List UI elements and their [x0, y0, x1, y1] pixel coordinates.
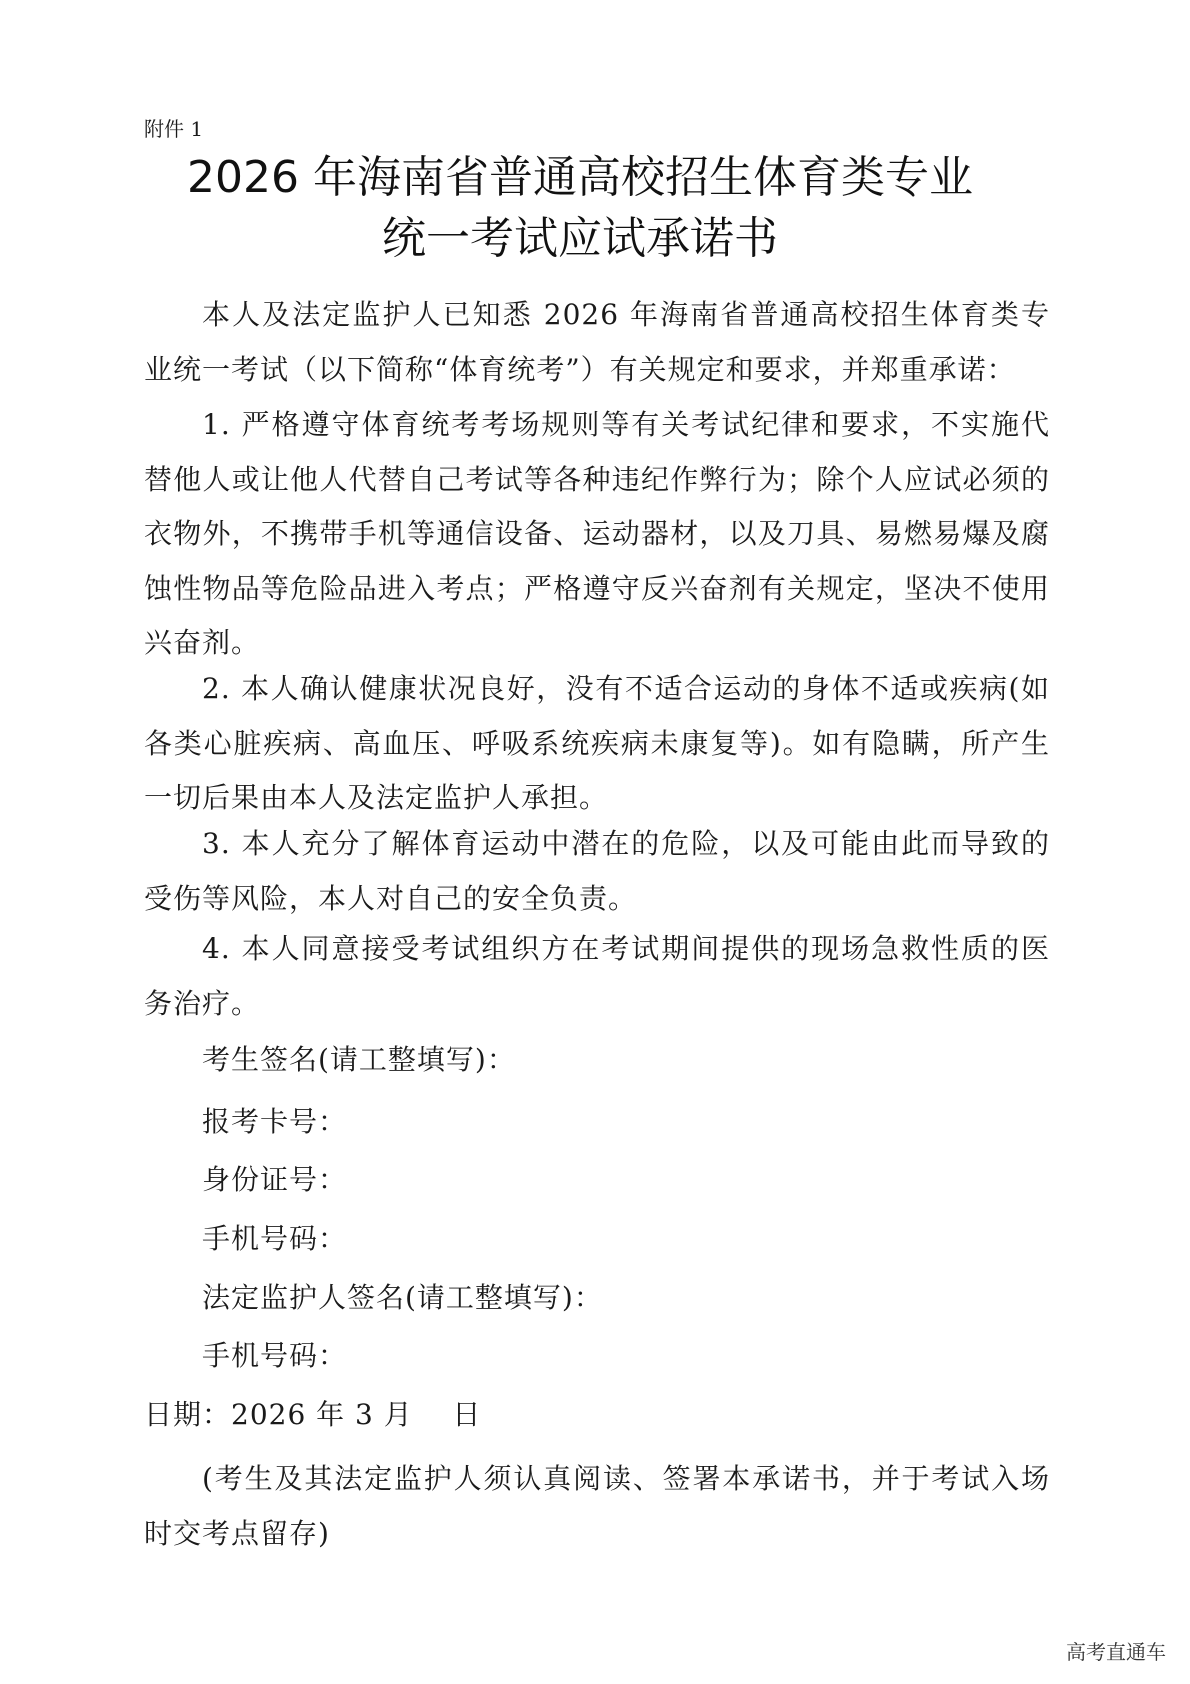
guardian-signature-field: 法定监护人签名(请工整填写)：	[202, 1281, 603, 1314]
pledge-item-2: 2. 本人确认健康状况良好，没有不适合运动的身体不适或疾病(如各类心脏疾病、高血压、呼吸系统疾病未康复等)。如有隐瞒，所产生一切后果由本人及法定监护人承担。	[144, 672, 1050, 814]
document-title-line-2: 统一考试应试承诺书	[382, 213, 778, 264]
date-line: 日期：2026 年 3 月 日	[144, 1398, 482, 1431]
pledge-item-1: 1. 严格遵守体育统考考场规则等有关考试纪律和要求，不实施代替他人或让他人代替自己考试等各种违纪作弊行为；除个人应试必须的衣物外，不携带手机等通信设备、运动器材，以及刀具、易燃易爆及腐蚀性物品等危险品进入考点；严格遵守反兴奋剂有关规定，坚决不使用兴奋剂。	[144, 408, 1050, 659]
candidate-signature-field: 考生签名(请工整填写)：	[202, 1043, 516, 1076]
watermark: 高考直通车	[1066, 1640, 1166, 1664]
guardian-phone-field: 手机号码：	[202, 1339, 348, 1372]
id-number-field: 身份证号：	[202, 1163, 348, 1196]
pledge-item-3: 3. 本人充分了解体育运动中潜在的危险，以及可能由此而导致的受伤等风险，本人对自己的安全负责。	[144, 827, 1050, 915]
exam-card-number-field: 报考卡号：	[202, 1105, 348, 1138]
attachment-label: 附件 1	[144, 117, 204, 141]
document-title-line-1: 2026 年海南省普通高校招生体育类专业	[187, 152, 973, 203]
submission-note: (考生及其法定监护人须认真阅读、签署本承诺书，并于考试入场时交考点留存)	[144, 1462, 1050, 1550]
pledge-item-4: 4. 本人同意接受考试组织方在考试期间提供的现场急救性质的医务治疗。	[144, 932, 1050, 1020]
intro-paragraph: 本人及法定监护人已知悉 2026 年海南省普通高校招生体育类专业统一考试（以下简称“体育统考”）有关规定和要求，并郑重承诺：	[144, 298, 1050, 386]
candidate-phone-field: 手机号码：	[202, 1222, 348, 1255]
